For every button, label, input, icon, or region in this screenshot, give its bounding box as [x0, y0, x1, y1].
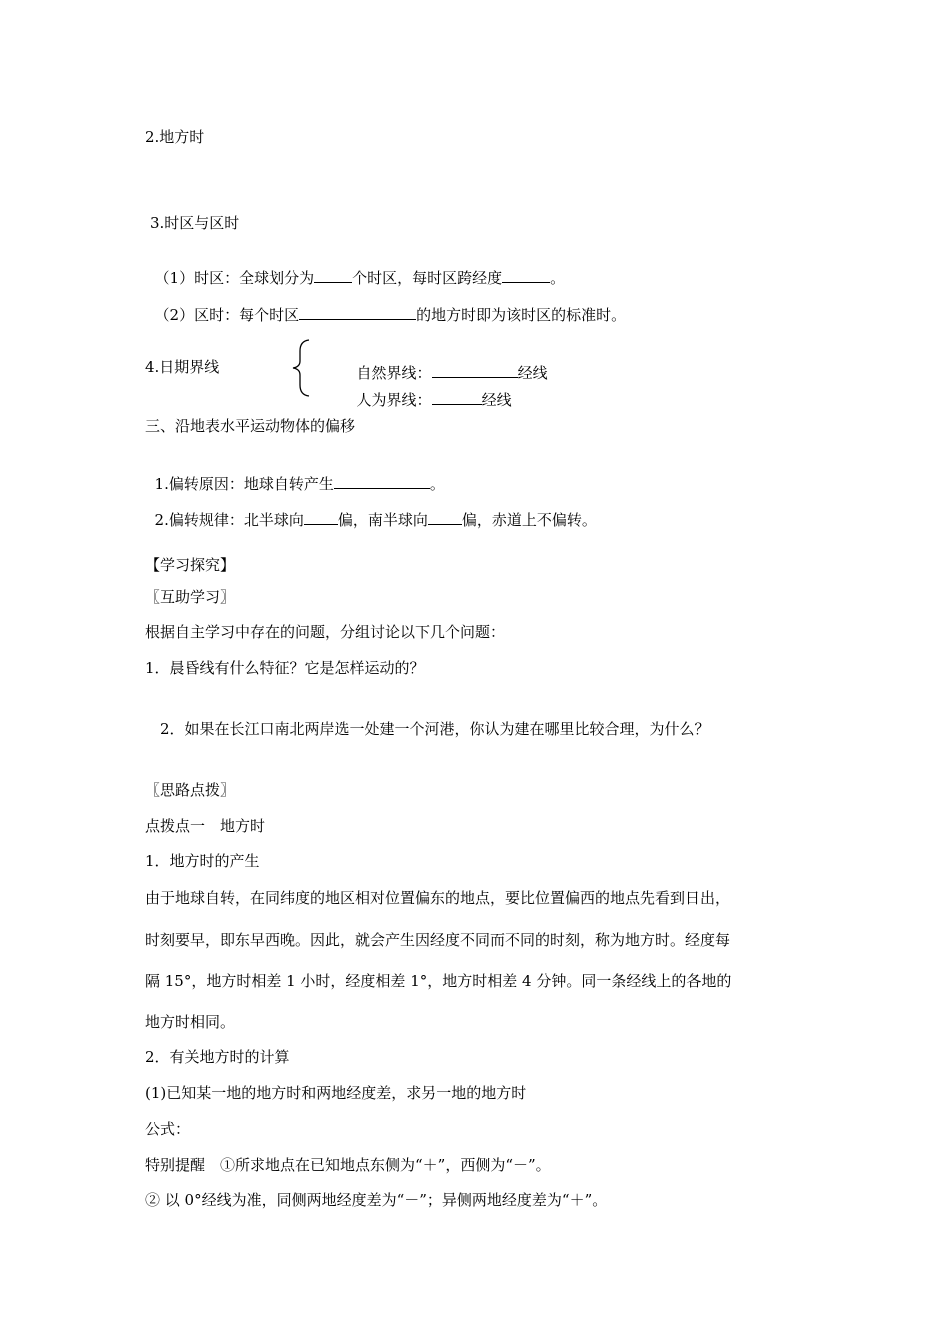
question-2: 2．如果在长江口南北两岸选一处建一个河港，你认为建在哪里比较合理，为什么？: [160, 720, 710, 738]
timezone-text-b: 个时区，每时区跨经度: [352, 269, 503, 287]
human-line: [347, 370, 512, 410]
deviation-cause-text: 1.偏转原因：地球自转产生: [154, 475, 334, 493]
timezone-text-c: 。: [550, 269, 566, 287]
point-1-subtitle-1: 1．地方时的产生: [145, 852, 260, 870]
calculation-1: (1)已知某一地的地方时和两地经度差，求另一地的地方时: [145, 1084, 527, 1102]
human-label: 人为界线：: [356, 391, 432, 409]
special-reminder: 特别提醒 ①所求地点在已知地点东侧为“＋”，西侧为“－”。: [145, 1156, 551, 1174]
paragraph-line-3: 隔 15°，地方时相差 1 小时，经度相差 1°，地方时相差 4 分钟。同一条经线上的各地的: [145, 972, 732, 990]
timezone-line: [145, 248, 565, 288]
timezone-text-a: （1）时区：全球划分为: [154, 269, 315, 287]
deviation-rule-text-a: 2.偏转规律：北半球向: [154, 511, 304, 529]
section-2-title: 2.地方时: [145, 128, 205, 146]
blank-human-meridian: [432, 390, 482, 405]
study-title: 【学习探究】: [145, 556, 236, 574]
point-1-title: 点拨点一 地方时: [145, 817, 266, 835]
special-reminder-2: ② 以 0°经线为准，同侧两地经度差为“－”；异侧两地经度差为“＋”。: [145, 1191, 608, 1209]
deviation-rule-text-b: 偏，南半球向: [337, 511, 428, 529]
question-1: 1．晨昏线有什么特征？它是怎样运动的？: [145, 659, 425, 677]
natural-end: 经线: [517, 364, 548, 382]
mutual-title: 〖互助学习〗: [145, 588, 236, 606]
zonetime-text-a: （2）区时：每个时区: [154, 306, 300, 324]
deviation-rule: [145, 490, 597, 530]
human-end: 经线: [481, 391, 512, 409]
blank-deviation-force: [334, 474, 430, 489]
part-3-title: 三、沿地表水平运动物体的偏移: [145, 417, 356, 435]
mutual-intro: 根据自主学习中存在的问题，分组讨论以下几个问题：: [145, 623, 506, 641]
natural-label: 自然界线：: [356, 364, 432, 382]
brace-icon: [290, 339, 312, 397]
blank-central-meridian: [299, 305, 416, 320]
section-4-title: 4.日期界线: [145, 358, 220, 376]
formula-label: 公式：: [145, 1120, 191, 1138]
zonetime-line: [145, 285, 626, 325]
deviation-cause-end: 。: [429, 475, 445, 493]
deviation-rule-text-c: 偏，赤道上不偏转。: [461, 511, 597, 529]
hint-title: 〖思路点拨〗: [145, 781, 236, 799]
blank-south-direction: [428, 510, 462, 525]
paragraph-line-2: 时刻要早，即东早西晚。因此，就会产生因经度不同而不同的时刻，称为地方时。经度每: [145, 931, 731, 949]
paragraph-line-1: 由于地球自转，在同纬度的地区相对位置偏东的地点，要比位置偏西的地点先看到日出，: [145, 889, 731, 907]
deviation-cause: [145, 454, 445, 494]
paragraph-line-4: 地方时相同。: [145, 1013, 236, 1031]
blank-timezone-span: [502, 268, 550, 283]
section-3-title: 3.时区与区时: [150, 214, 240, 232]
zonetime-text-b: 的地方时即为该时区的标准时。: [416, 306, 627, 324]
blank-timezone-count: [314, 268, 352, 283]
point-1-subtitle-2: 2．有关地方时的计算: [145, 1048, 290, 1066]
blank-north-direction: [304, 510, 338, 525]
